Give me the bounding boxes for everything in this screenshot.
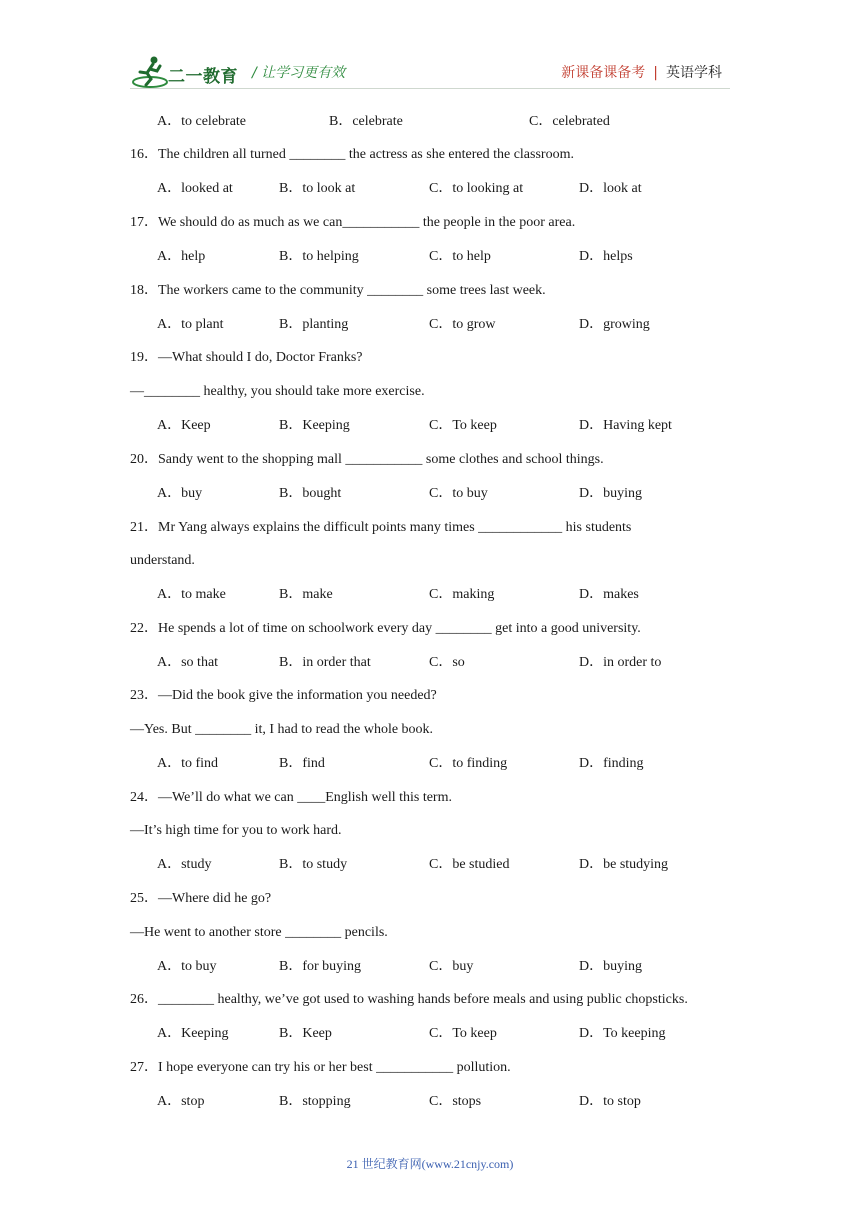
question-19-option-b: B．Keeping (279, 418, 350, 433)
site-logo (132, 54, 242, 90)
question-26-stem-line: 26．________ healthy, we’ve got used to washing hands before meals and using public chopsticks. (130, 992, 688, 1007)
question-24-stem-line: 24．—We’ll do what we can ____English well this term. (130, 790, 452, 805)
question-17-option-a: A．help (157, 249, 206, 264)
question-17-stem-line: 17．We should do as much as we can___________ the people in the poor area. (130, 215, 576, 230)
question-24-option-d: D．be studying (579, 857, 669, 872)
question-22-option-b: B．in order that (279, 655, 371, 670)
question-20-option-c: C．to buy (429, 486, 488, 501)
question-21-option-b: B．make (279, 587, 333, 602)
question-21-option-a: A．to make (157, 587, 226, 602)
question-22-option-a: A．so that (157, 655, 219, 670)
question-22-stem-line: 22．He spends a lot of time on schoolwork every day ________ get into a good university. (130, 621, 641, 636)
question-23-option-a: A．to find (157, 756, 219, 771)
question-20-option-a: A．buy (157, 486, 203, 501)
header-divider (130, 88, 730, 89)
question-25-stem-line: 25．—Where did he go? (130, 891, 272, 906)
question-19-option-a: A．Keep (157, 418, 211, 433)
question-23-stem-line: —Yes. But ________ it, I had to read the whole book. (130, 722, 434, 737)
question-24-option-c: C．be studied (429, 857, 510, 872)
slogan: / 让学习更有效 (252, 65, 346, 81)
question-26-option-c: C．To keep (429, 1026, 497, 1041)
question-16-stem-line: 16．The children all turned ________ the actress as she entered the classroom. (130, 147, 574, 162)
question-17-option-d: D．helps (579, 249, 633, 264)
question-20-option-d: D．buying (579, 486, 642, 501)
question-24-option-a: A．study (157, 857, 212, 872)
question-16-option-d: D．look at (579, 181, 642, 196)
question-19-option-c: C．To keep (429, 418, 497, 433)
question-26-option-a: A．Keeping (157, 1026, 229, 1041)
question-18-option-d: D．growing (579, 317, 650, 332)
question-25-stem-line: —He went to another store ________ pencils. (130, 925, 388, 940)
runner-icon (132, 54, 172, 90)
question-17-option-b: B．to helping (279, 249, 359, 264)
question-15-option-c: C．celebrated (529, 114, 610, 129)
question-27-option-d: D．to stop (579, 1094, 641, 1109)
question-23-stem-line: 23．—Did the book give the information you needed? (130, 688, 437, 703)
question-23-option-c: C．to finding (429, 756, 508, 771)
question-27-option-c: C．stops (429, 1094, 482, 1109)
page-header (0, 0, 860, 100)
question-16-option-b: B．to look at (279, 181, 356, 196)
subject-label: 英语学科 (666, 65, 722, 81)
question-20-stem-line: 20．Sandy went to the shopping mall ___________ some clothes and school things. (130, 452, 604, 467)
question-19-option-d: D．Having kept (579, 418, 672, 433)
logo-text: 二一教育 (168, 67, 238, 87)
header-right-label: 新课备课备考 (561, 65, 646, 81)
question-25-option-c: C．buy (429, 959, 474, 974)
question-15-option-b: B．celebrate (329, 114, 403, 129)
question-27-option-b: B．stopping (279, 1094, 351, 1109)
question-21-option-d: D．makes (579, 587, 639, 602)
question-23-option-b: B．find (279, 756, 325, 771)
question-18-option-a: A．to plant (157, 317, 224, 332)
question-15-option-a: A．to celebrate (157, 114, 247, 129)
question-18-option-b: B．planting (279, 317, 349, 332)
question-24-stem-line: —It’s high time for you to work hard. (130, 823, 342, 838)
question-23-option-d: D．finding (579, 756, 644, 771)
question-20-option-b: B．bought (279, 486, 342, 501)
question-26-option-d: D．To keeping (579, 1026, 666, 1041)
question-18-option-c: C．to grow (429, 317, 496, 332)
question-21-stem-line: understand. (130, 553, 195, 568)
question-21-stem-line: 21．Mr Yang always explains the difficult points many times ____________ his students (130, 520, 632, 535)
question-19-stem-line: 19．—What should I do, Doctor Franks? (130, 350, 363, 365)
question-16-option-a: A．looked at (157, 181, 233, 196)
question-21-option-c: C．making (429, 587, 495, 602)
question-18-stem-line: 18．The workers came to the community ________ some trees last week. (130, 283, 546, 298)
question-16-option-c: C．to looking at (429, 181, 524, 196)
question-25-option-a: A．to buy (157, 959, 217, 974)
question-19-stem-line: —________ healthy, you should take more exercise. (130, 384, 425, 399)
question-25-option-d: D．buying (579, 959, 642, 974)
question-22-option-c: C．so (429, 655, 465, 670)
page-footer: 21 世纪教育网(www.21cnjy.com) (346, 1157, 514, 1171)
question-22-option-d: D．in order to (579, 655, 662, 670)
header-separator: | (653, 65, 658, 81)
question-24-option-b: B．to study (279, 857, 348, 872)
question-26-option-b: B．Keep (279, 1026, 332, 1041)
header-right (561, 62, 722, 82)
question-27-option-a: A．stop (157, 1094, 205, 1109)
question-25-option-b: B．for buying (279, 959, 362, 974)
question-27-stem-line: 27．I hope everyone can try his or her best ___________ pollution. (130, 1060, 511, 1075)
question-17-option-c: C．to help (429, 249, 491, 264)
